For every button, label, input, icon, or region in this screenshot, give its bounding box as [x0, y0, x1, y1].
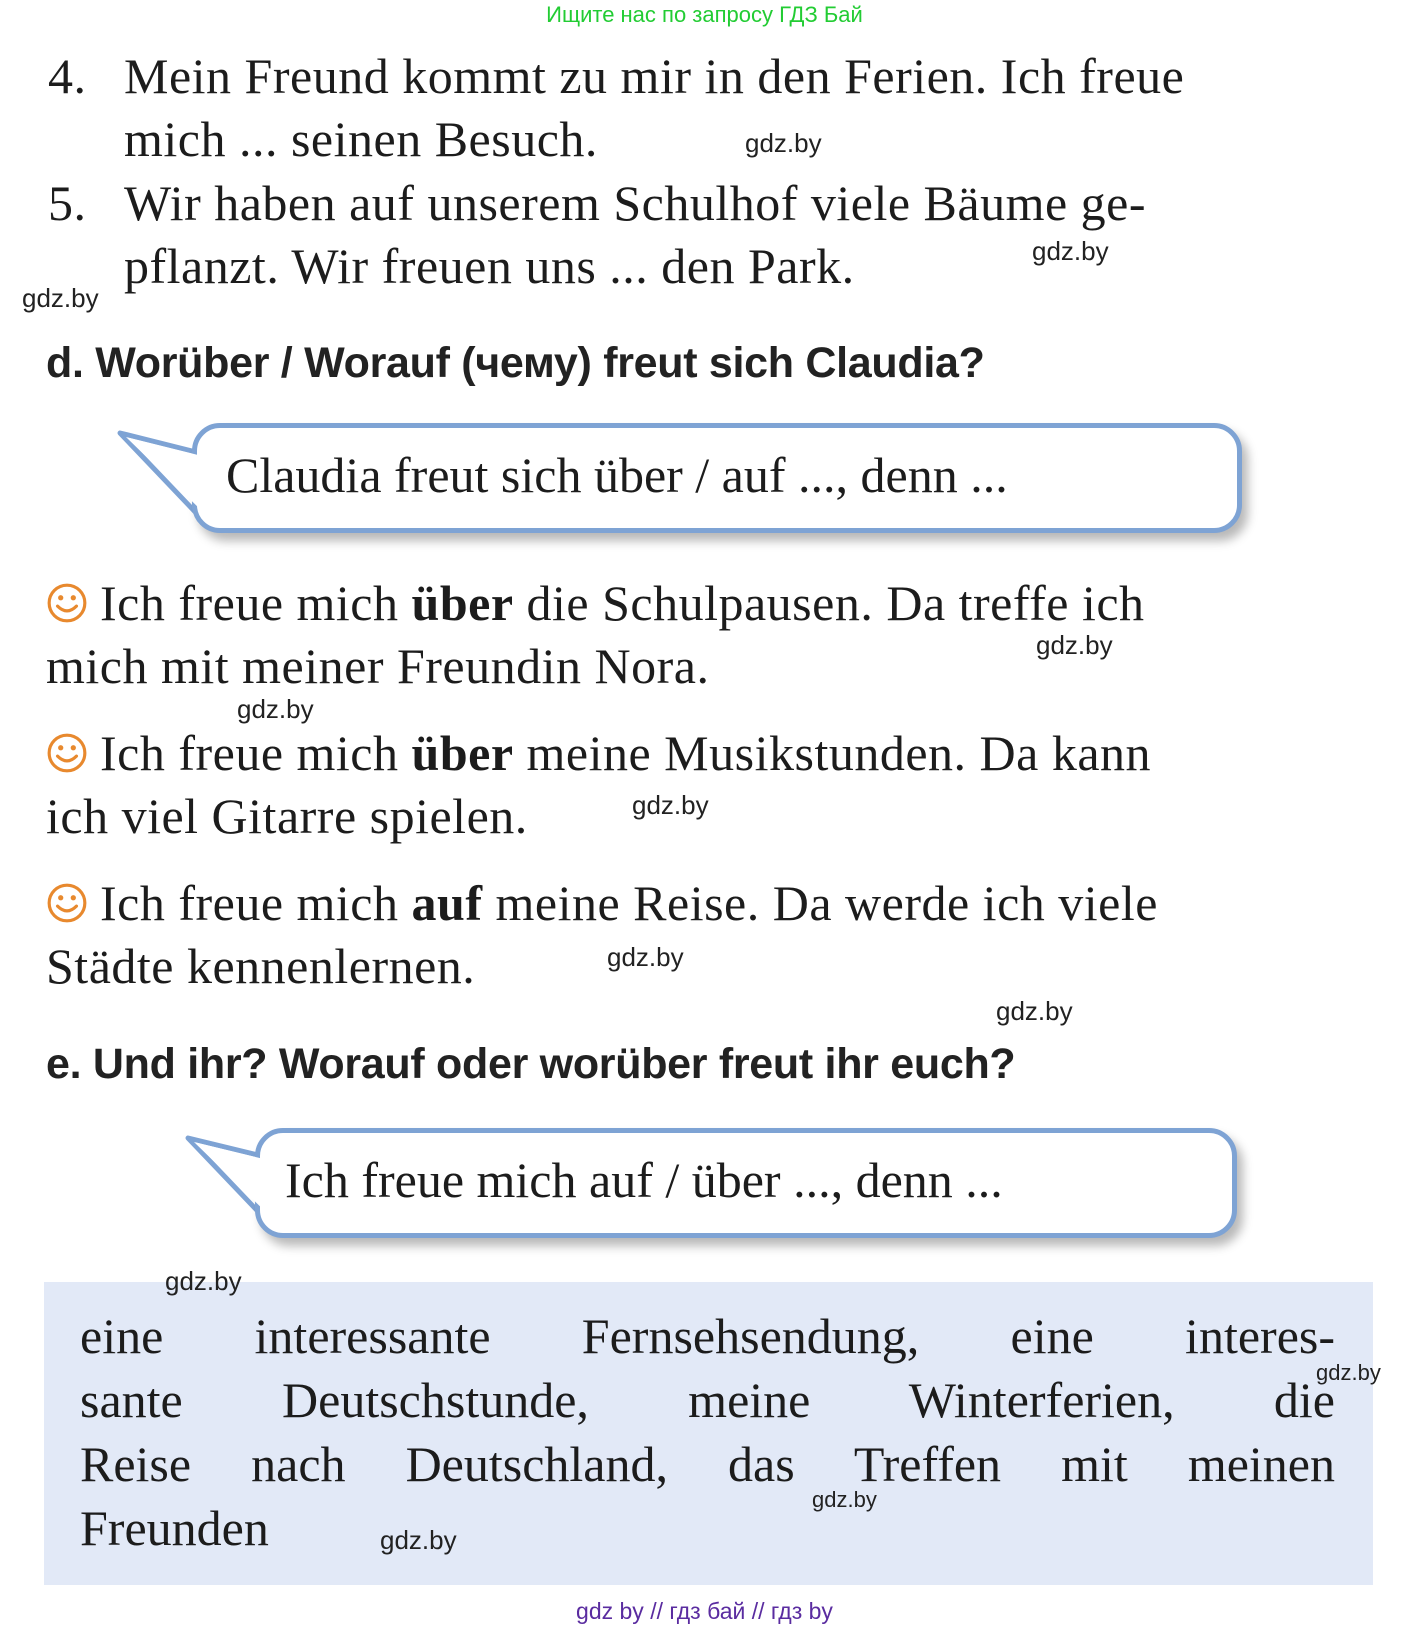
item-text-line: pflanzt. Wir freuen uns ... den Park. — [124, 238, 855, 294]
exercise-item-5 — [48, 174, 1146, 232]
smiley-icon — [46, 732, 88, 774]
word-bank-line: eine interessante Fernsehsendung, eine interes- — [80, 1308, 1335, 1364]
preposition: über — [411, 725, 514, 781]
speech-bubble-tail-fill — [112, 425, 212, 525]
sentence-2-line-2: ich viel Gitarre spielen. — [46, 788, 528, 844]
item-text-line: Mein Freund kommt zu mir in den Ferien. Ich freue — [124, 48, 1185, 104]
bubble-prompt-text: Ich freue mich auf / über ..., denn ... — [285, 1152, 1003, 1208]
watermark: gdz.by — [22, 283, 99, 313]
word-bank-line: sante Deutschstunde, meine Winterferien, die — [80, 1372, 1335, 1428]
section-d-heading: d. Worüber / Worauf (чему) freut sich Claudia? — [46, 339, 985, 387]
sentence-2: Ich freue mich über meine Musikstunden. Da kann — [46, 724, 1151, 782]
watermark: gdz.by — [607, 942, 684, 972]
watermark: gdz.by — [812, 1487, 877, 1512]
item-number: 5. — [48, 175, 87, 231]
item-text-line: mich ... seinen Besuch. — [124, 111, 598, 167]
watermark: gdz.by — [165, 1266, 242, 1296]
watermark: gdz.by — [380, 1525, 457, 1555]
watermark: gdz.by — [745, 128, 822, 158]
footer-links[interactable]: gdz by // гдз бай // гдз by — [576, 1598, 833, 1624]
item-number: 4. — [48, 48, 87, 104]
bubble-prompt-text: Claudia freut sich über / auf ..., denn ... — [226, 447, 1008, 503]
search-banner: Ищите нас по запросу ГДЗ Бай — [546, 2, 863, 27]
item-text-line: Wir haben auf unserem Schulhof viele Bäume ge- — [124, 175, 1147, 231]
preposition: auf — [411, 875, 483, 931]
watermark: gdz.by — [1032, 236, 1109, 266]
watermark: gdz.by — [996, 996, 1073, 1026]
word-bank-line: Reise nach Deutschland, das Treffen mit meinen — [80, 1436, 1335, 1492]
sentence-3: Ich freue mich auf meine Reise. Da werde ich viele — [46, 874, 1158, 932]
section-e-heading: e. Und ihr? Worauf oder worüber freut ihr euch? — [46, 1040, 1016, 1088]
watermark: gdz.by — [237, 694, 314, 724]
watermark: gdz.by — [1316, 1360, 1381, 1385]
smiley-icon — [46, 882, 88, 924]
word-bank-line: Freunden — [80, 1500, 269, 1556]
sentence-1: Ich freue mich über die Schulpausen. Da treffe ich — [46, 574, 1145, 632]
exercise-item-4 — [48, 47, 1184, 105]
sentence-1-line-2: mich mit meiner Freundin Nora. — [46, 638, 710, 694]
speech-bubble-tail-fill — [180, 1132, 280, 1232]
sentence-3-line-2: Städte kennenlernen. — [46, 938, 476, 994]
watermark: gdz.by — [632, 790, 709, 820]
preposition: über — [411, 575, 514, 631]
smiley-icon — [46, 582, 88, 624]
watermark: gdz.by — [1036, 630, 1113, 660]
